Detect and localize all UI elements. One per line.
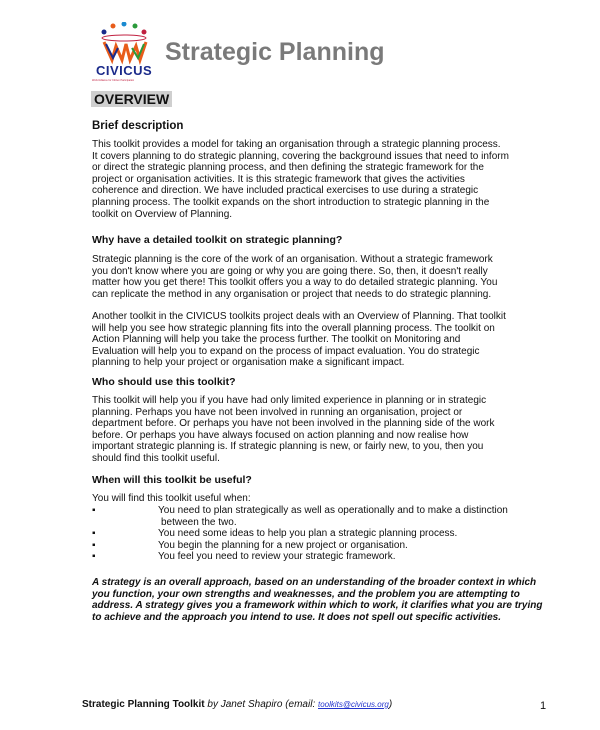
who-paragraph <box>92 395 494 465</box>
why-paragraph-2 <box>92 311 506 369</box>
text-line: Another toolkit in the CIVICUS toolkits project deals with an Overview of Planning. That toolkit <box>92 311 506 322</box>
text-line: planning process. The toolkit expands on the short introduction to strategic planning in the <box>92 196 490 208</box>
text-line: toolkit on Overview of Planning. <box>92 208 233 220</box>
text-line: planning. Perhaps you have not been involved in running an organisation, project or <box>92 406 463 418</box>
text-line: Evaluation will help you to expand on the process of impact evaluation. You do strategic <box>92 345 480 357</box>
bullet-icon: ▪ <box>92 528 96 540</box>
text-line: project or organisation activities. It is this strategic framework that gives the activities <box>92 173 465 185</box>
footer-title: Strategic Planning Toolkit <box>82 699 205 710</box>
bullet-icon: ▪ <box>92 551 96 563</box>
text-line: This toolkit provides a model for taking an organisation through a strategic planning process. <box>92 139 501 150</box>
page-footer <box>82 699 392 710</box>
text-line: A strategy is an overall approach, based on an understanding of the broader context in which <box>92 577 537 588</box>
text-line: This toolkit will help you if you have had only limited experience in planning or in strategic <box>92 395 487 406</box>
footer-email-link[interactable]: toolkits@civicus.org <box>318 700 389 709</box>
text-line: can replicate the method in any organisation or project that needs to do strategic planning. <box>92 288 492 300</box>
text-line: You will find this toolkit useful when: <box>92 493 251 504</box>
list-item-text: You need to plan strategically as well as operationally and to make a distinction <box>158 505 508 516</box>
when-intro <box>92 493 251 505</box>
list-item-text: between the two. <box>161 516 237 528</box>
list-item-text: You feel you need to review your strategic framework. <box>158 551 396 563</box>
list-item <box>92 551 508 563</box>
bullet-icon: ▪ <box>92 505 96 516</box>
list-item <box>92 540 508 552</box>
why-heading: Why have a detailed toolkit on strategic planning? <box>92 234 343 246</box>
brief-description-text <box>92 139 509 220</box>
text-line: should find this toolkit useful. <box>92 452 220 464</box>
text-line: you function, your own strengths and weaknesses, and the problem you are attempting to <box>92 588 520 600</box>
bullet-icon: ▪ <box>92 539 96 551</box>
text-line: will help you see how strategic planning fits into the overall planning process. The toolkit on <box>92 322 495 334</box>
text-line: to achieve and the approach you intend to use. It does not spell out specific activities. <box>92 611 501 623</box>
text-line: important strategic planning is. If strategic planning is new, or fairly new, to you, then you <box>92 441 484 453</box>
list-item <box>92 528 508 540</box>
text-line: or direct the strategic planning process, and then defining the strategic framework for the <box>92 162 484 174</box>
when-heading: When will this toolkit be useful? <box>92 474 252 486</box>
list-item-text: You begin the planning for a new project or organisation. <box>158 539 408 551</box>
text-line: Action Planning will help you take the process further. The toolkit on Monitoring and <box>92 334 461 346</box>
text-line: address. A strategy gives you a framework within which to work, it clarifies what you are trying <box>92 600 543 612</box>
text-line: coherence and direction. We have included practical exercises to use during a strategic <box>92 185 479 197</box>
list-item <box>92 505 508 517</box>
text-line: planning to help your project or organisation make a significant impact. <box>92 357 405 369</box>
strategy-definition <box>92 577 543 623</box>
logo-tagline: World Alliance for Citizen Participation <box>92 79 135 82</box>
text-line: department before. Or perhaps you have not been involved in the planning side of the work <box>92 418 495 430</box>
section-overview-heading: OVERVIEW <box>91 91 172 107</box>
list-item-text: You need some ideas to help you plan a strategic planning process. <box>158 528 458 540</box>
brief-description-heading: Brief description <box>92 120 184 132</box>
list-item-continuation <box>92 517 508 529</box>
text-line: you don't know where you are going or why you are going there. So, then, it doesn't really <box>92 265 488 277</box>
text-line: It covers planning to do strategic planning, covering the background issues that need to inform <box>92 150 509 162</box>
footer-author: by Janet Shapiro (email: <box>204 699 318 710</box>
page-number: 1 <box>540 700 547 712</box>
why-paragraph-1 <box>92 254 497 300</box>
when-bullet-list <box>92 505 508 563</box>
footer-paren: ) <box>388 699 393 710</box>
text-line: before. Or perhaps you have always focused on action planning and now realise how <box>92 429 469 441</box>
text-line: matter how you get there! This toolkit offers you a way to do detailed strategic planning. You <box>92 277 498 289</box>
page-title: Strategic Planning <box>165 38 385 66</box>
logo-text: CIVICUS <box>96 63 153 78</box>
text-line: Strategic planning is the core of the work of an organisation. Without a strategic framework <box>92 254 493 265</box>
who-heading: Who should use this toolkit? <box>92 376 236 388</box>
